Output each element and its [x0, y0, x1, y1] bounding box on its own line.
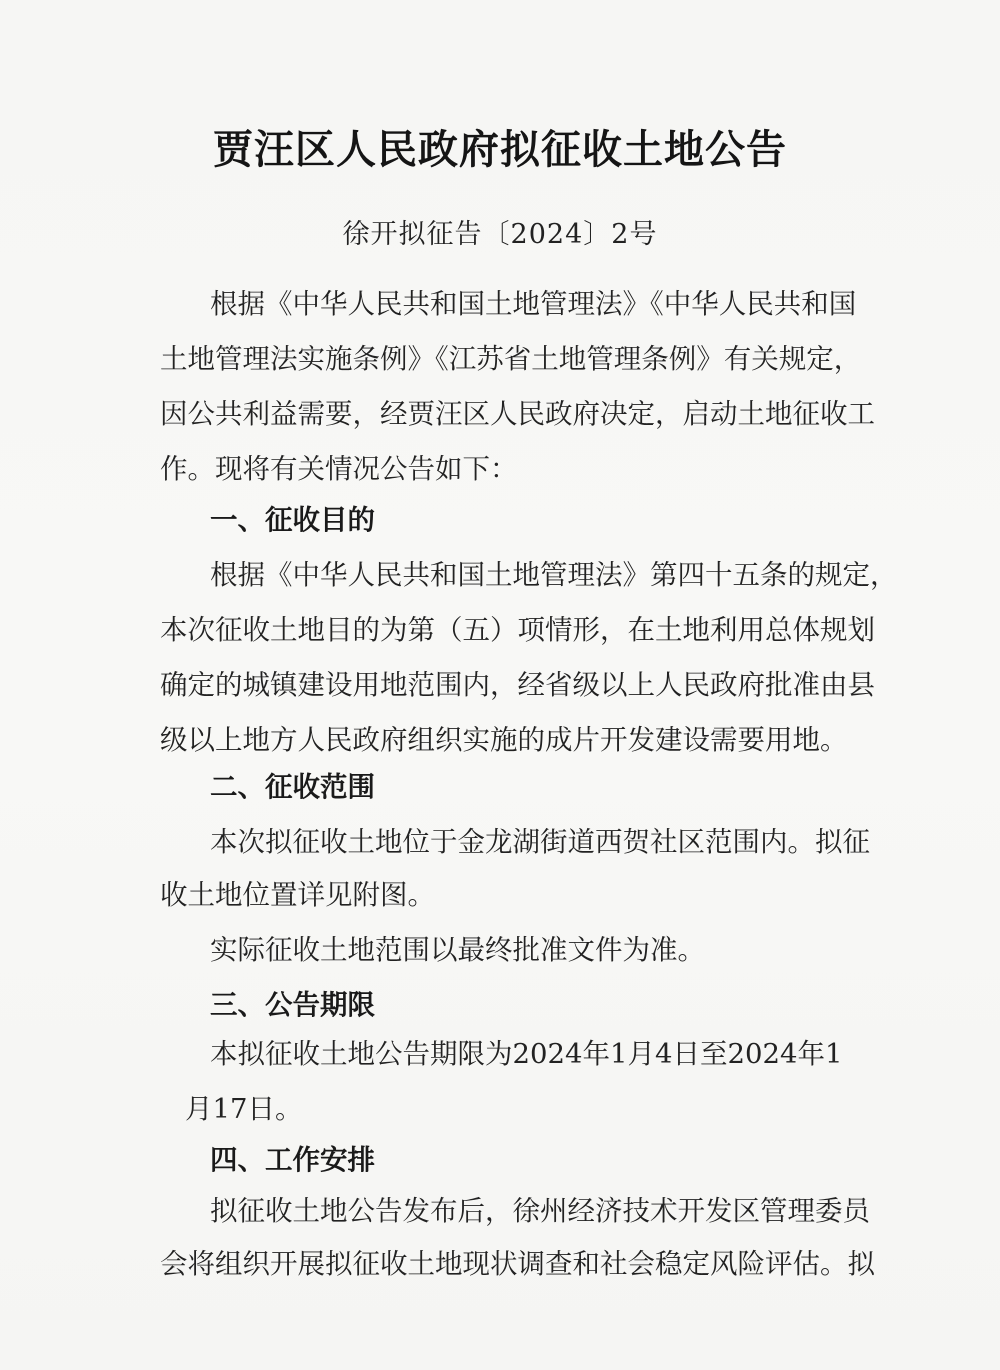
intro-line-4: 作。现将有关情况公告如下：	[160, 453, 518, 485]
section-heading-purpose: 一、征收目的	[210, 504, 375, 536]
section-heading-period: 三、公告期限	[210, 989, 375, 1021]
section-heading-arrangement: 四、工作安排	[210, 1144, 375, 1176]
section-heading-scope: 二、征收范围	[210, 771, 375, 803]
intro-line-3: 因公共利益需要，经贾汪区人民政府决定，启动土地征收工	[160, 398, 875, 430]
section-1-line-3: 确定的城镇建设用地范围内，经省级以上人民政府批准由县	[160, 669, 875, 701]
section-2-line-2: 收土地位置详见附图。	[160, 879, 435, 911]
section-1-line-1: 根据《中华人民共和国土地管理法》第四十五条的规定，	[210, 559, 898, 591]
section-1-line-2: 本次征收土地目的为第（五）项情形，在土地利用总体规划	[160, 614, 875, 646]
section-4-line-1: 拟征收土地公告发布后，徐州经济技术开发区管理委员	[210, 1195, 870, 1227]
intro-line-1: 根据《中华人民共和国土地管理法》《中华人民共和国	[210, 288, 857, 320]
section-1-line-4: 级以上地方人民政府组织实施的成片开发建设需要用地。	[160, 724, 848, 756]
section-2-line-1: 本次拟征收土地位于金龙湖街道西贺社区范围内。拟征	[210, 826, 870, 858]
section-3-line-1: 本拟征收土地公告期限为2024年1月4日至2024年1	[210, 1038, 843, 1070]
document-number: 徐开拟征告〔2024〕2号	[342, 219, 658, 250]
section-3-line-2: 月17日。	[185, 1093, 303, 1125]
document-title: 贾汪区人民政府拟征收土地公告	[213, 127, 787, 173]
section-4-line-2: 会将组织开展拟征收土地现状调查和社会稳定风险评估。拟	[160, 1248, 875, 1280]
intro-line-2: 土地管理法实施条例》《江苏省土地管理条例》有关规定，	[160, 343, 862, 375]
section-2-line-3: 实际征收土地范围以最终批准文件为准。	[210, 934, 705, 966]
